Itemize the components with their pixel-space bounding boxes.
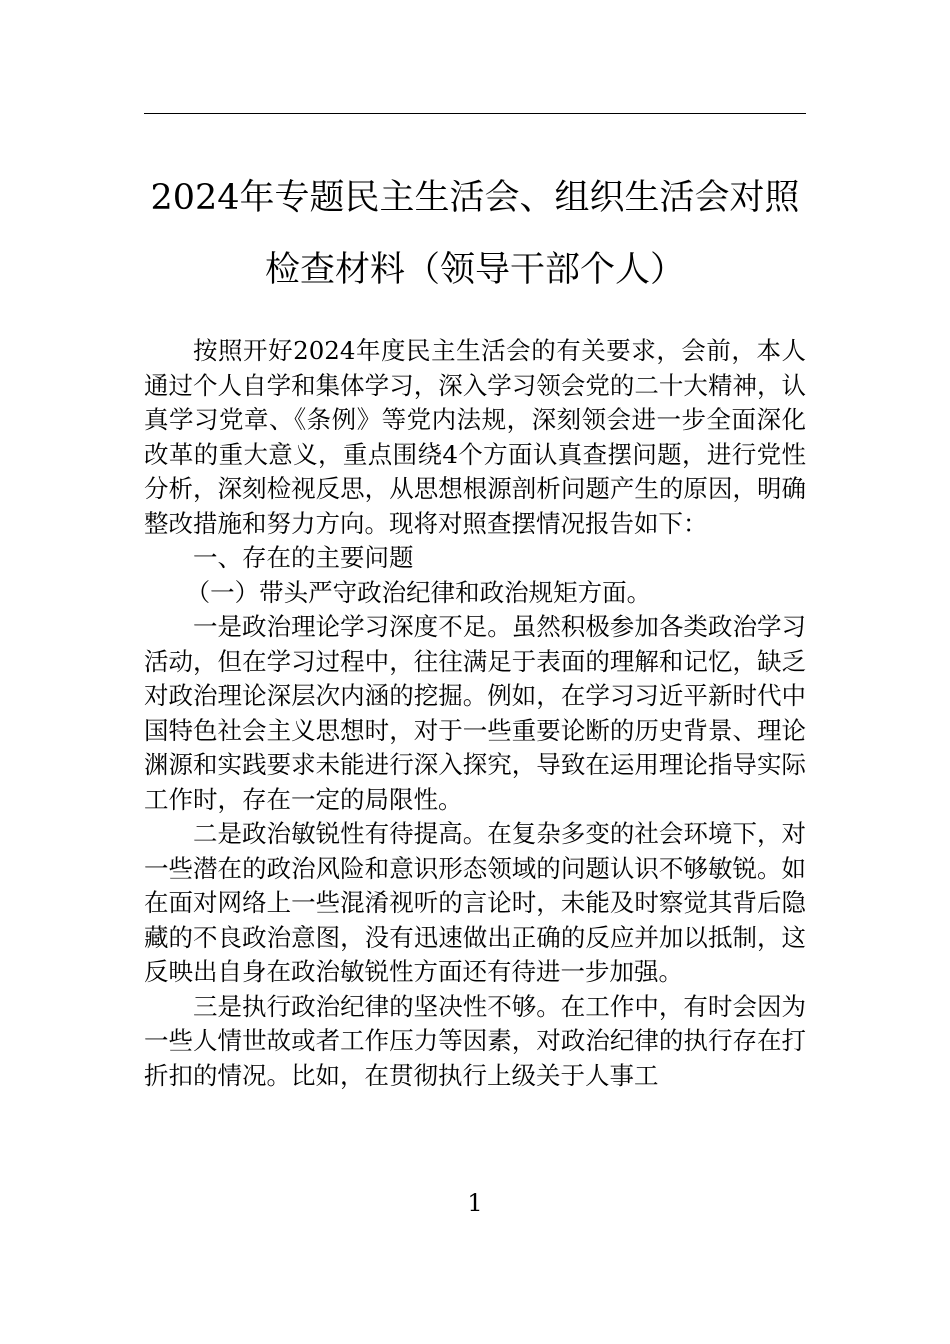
subsection-heading-1: （一）带头严守政治纪律和政治规矩方面。 [185, 577, 652, 607]
page-number: 1 [467, 1189, 483, 1217]
intro-paragraph: 按照开好2024年度民主生活会的有关要求，会前，本人通过个人自学和集体学习，深入学习领会党的二十大精神，认真学习党章、《条例》等党内法规，深刻领会进一步全面深化改革的重大意义，重点围绕4个方面认真查摆问题，进行党性分析，深刻检视反思，从思想根源剖析问题产生的原因，明确整改措施和努力方向。现将对照查摆情况报告如下： [144, 336, 806, 538]
point-paragraph-2: 二是政治敏锐性有待提高。在复杂多变的社会环境下，对一些潜在的政治风险和意识形态领域的问题认识不够敏锐。如在面对网络上一些混淆视听的言论时，未能及时察觉其背后隐藏的不良政治意图，没有迅速做出正确的反应并加以抵制，这反映出自身在政治敏锐性方面还有待进一步加强。 [144, 819, 806, 986]
document-body [144, 334, 806, 1093]
document-title [144, 162, 806, 306]
point-paragraph-1: 一是政治理论学习深度不足。虽然积极参加各类政治学习活动，但在学习过程中，往往满足于表面的理解和记忆，缺乏对政治理论深层次内涵的挖掘。例如，在学习习近平新时代中国特色社会主义思想时，对于一些重要论断的历史背景、理论渊源和实践要求未能进行深入探究，导致在运用理论指导实际工作时，存在一定的局限性。 [144, 612, 806, 814]
title-line-2: 检查材料（领导干部个人） [264, 250, 685, 290]
title-line-1: 2024年专题民主生活会、组织生活会对照 [150, 178, 800, 218]
section-heading-1: 一、存在的主要问题 [193, 543, 414, 572]
header-rule [144, 113, 806, 114]
point-paragraph-3: 三是执行政治纪律的坚决性不够。在工作中，有时会因为一些人情世故或者工作压力等因素，对政治纪律的执行存在打折扣的情况。比如，在贯彻执行上级关于人事工 [144, 991, 806, 1090]
